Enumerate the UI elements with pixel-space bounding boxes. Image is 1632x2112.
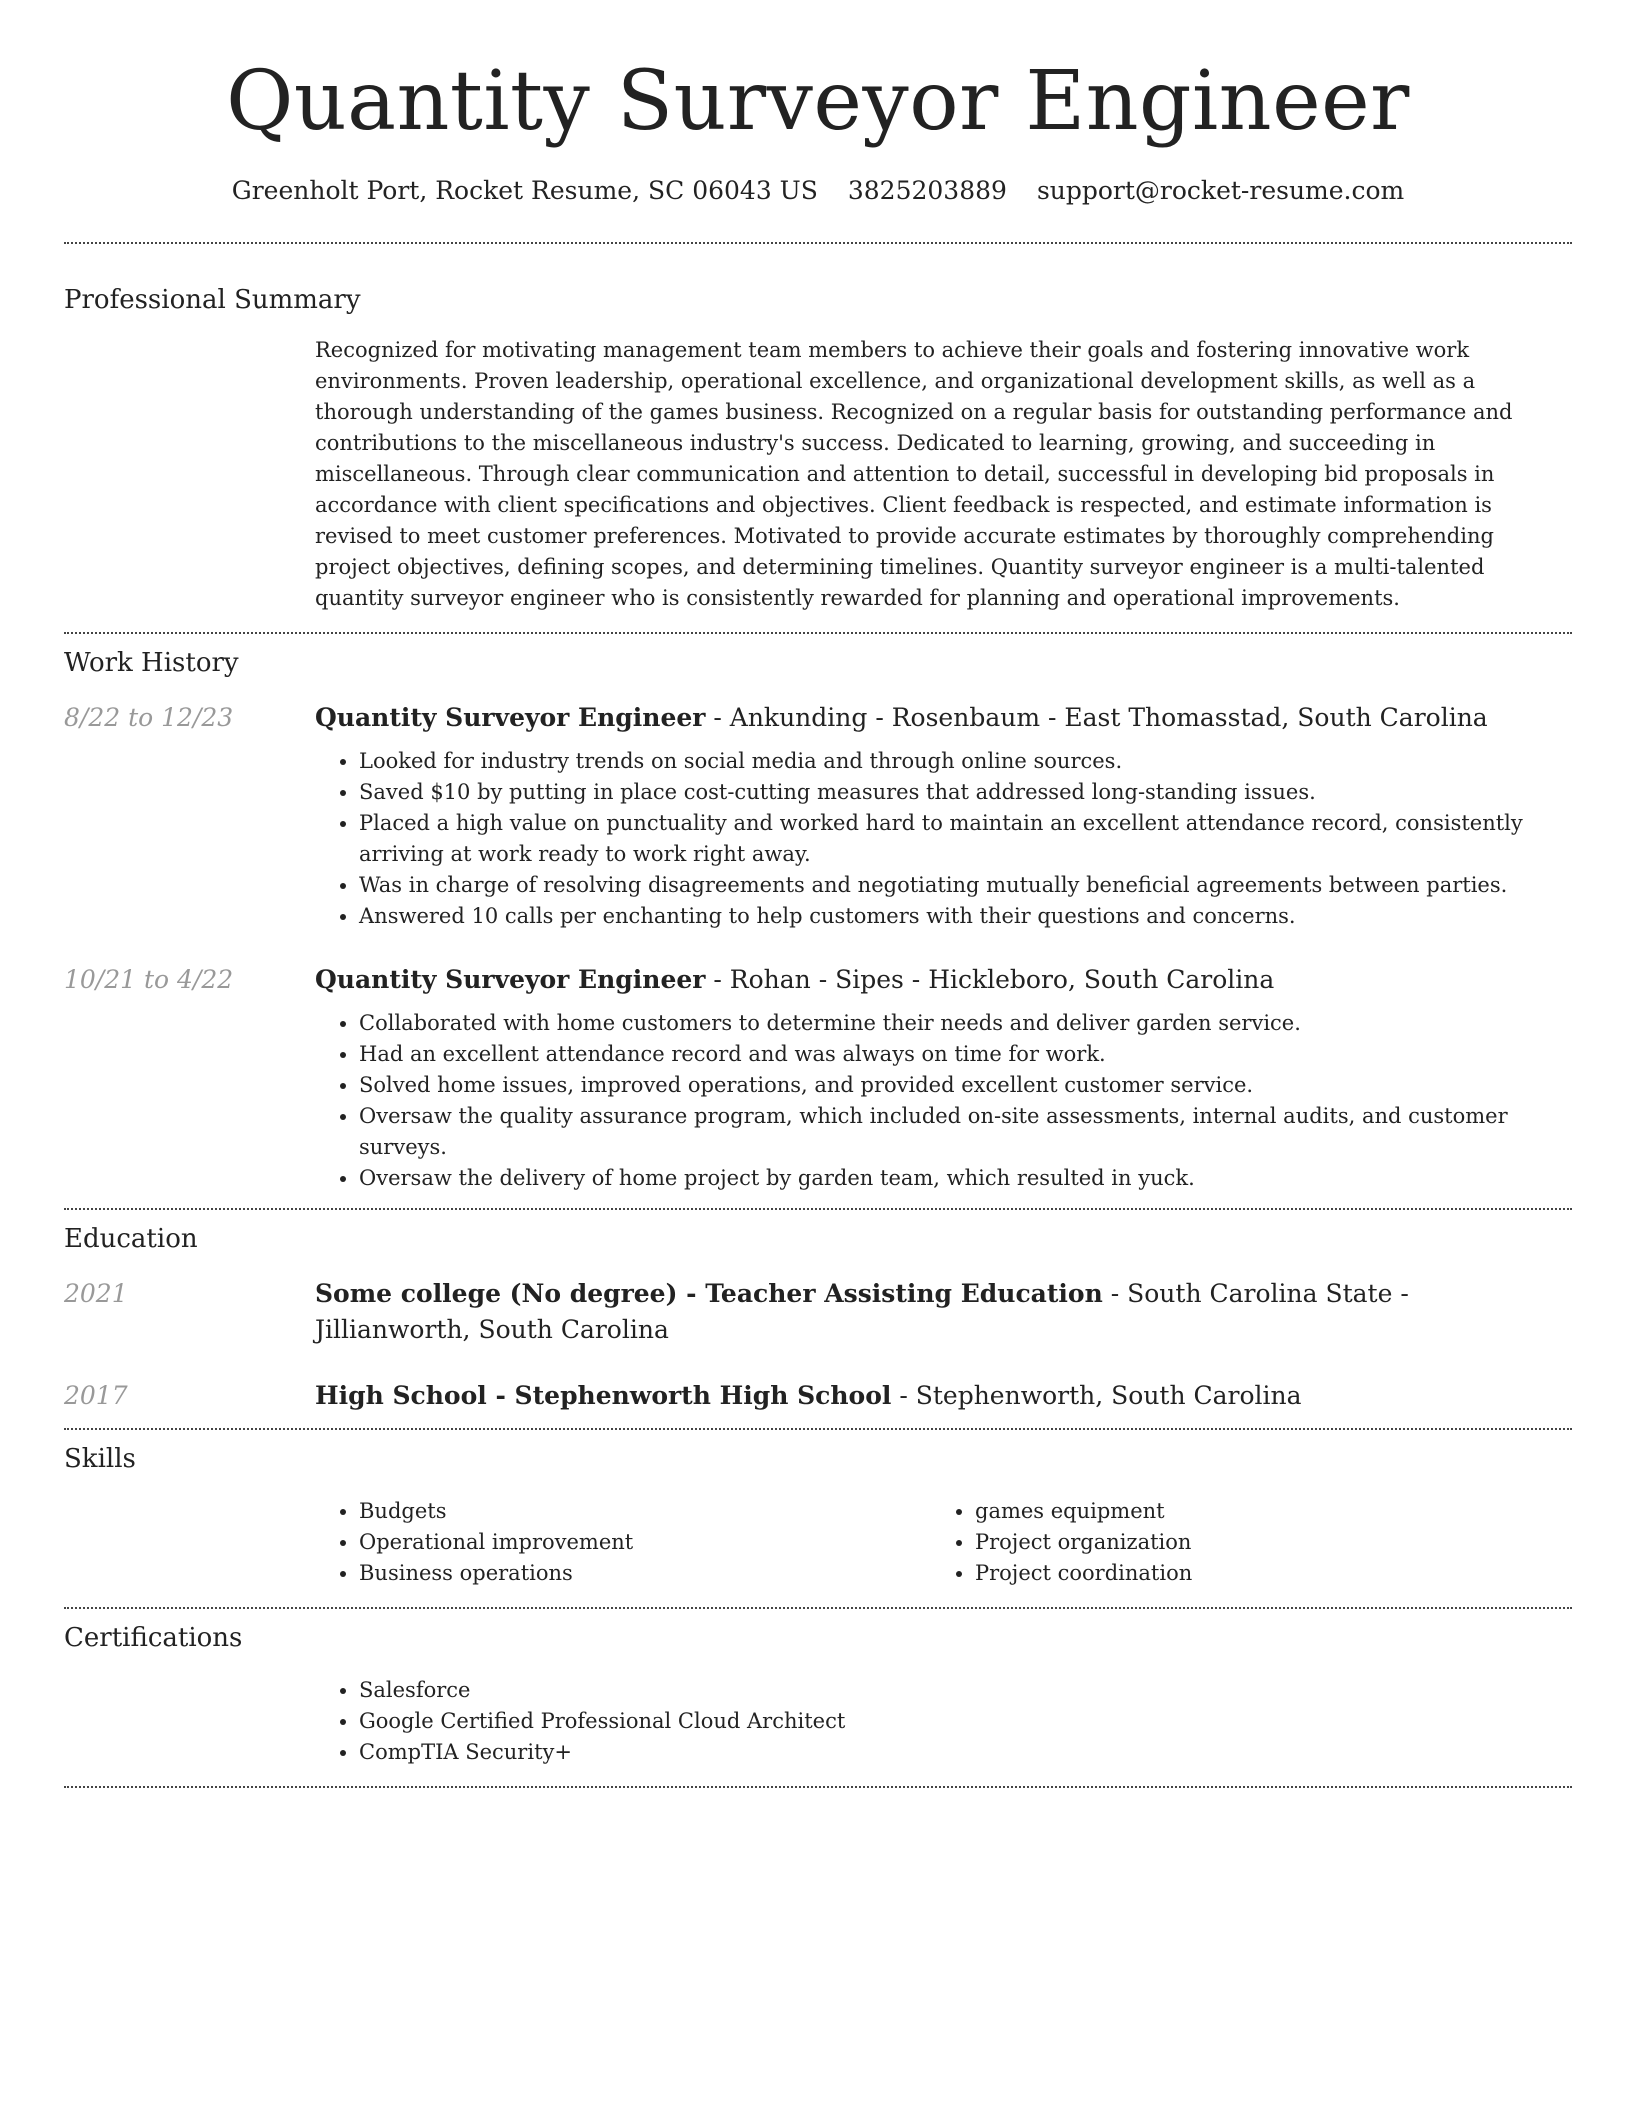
certification-item: • Google Certified Professional Cloud Architect <box>359 1706 1572 1737</box>
list-item: • Oversaw the quality assurance program, which included on-site assessments, internal audits, and customer surveys. <box>359 1101 1572 1163</box>
skill-item: • Operational improvement <box>359 1527 931 1558</box>
job-title <box>315 700 1572 736</box>
list-item: • Placed a high value on punctuality and worked hard to maintain an excellent attendance record, consistently arriving at work ready to work right away. <box>359 808 1572 870</box>
section-title-work-history: Work History <box>64 648 239 678</box>
contact-address: Greenholt Port, Rocket Resume, SC 06043 US <box>231 176 818 205</box>
divider <box>64 1786 1572 1788</box>
list-item: • Answered 10 calls per enchanting to help customers with their questions and concerns. <box>359 901 1572 932</box>
list-item: • Solved home issues, improved operations, and provided excellent customer service. <box>359 1070 1572 1101</box>
education-school: - Stephenworth, South Carolina <box>891 1381 1302 1410</box>
education-year: 2017 <box>64 1381 128 1410</box>
skill-item: • games equipment <box>975 1496 1547 1527</box>
certification-item: • Salesforce <box>359 1675 1572 1706</box>
summary-text: Recognized for motivating management team members to achieve their goals and fostering innovative work environments. Proven leadership, operational excellence, and organizational development skills, as well as a thorough understanding of the games business. Recognized on a regular basis for outstanding performance and contributions to the miscellaneous industry's success. Dedicated to learning, growing, and succeeding in miscellaneous. Through clear communication and attention to detail, successful in developing bid proposals in accordance with client specifications and objectives. Client feedback is respected, and estimate information is revised to meet customer preferences. Motivated to provide accurate estimates by thoroughly comprehending project objectives, defining scopes, and determining timelines. Quantity surveyor engineer is a multi-talented quantity surveyor engineer who is consistently rewarded for planning and operational improvements. <box>315 338 1513 610</box>
job-bullets <box>315 746 1572 932</box>
list-item: • Collaborated with home customers to determine their needs and deliver garden service. <box>359 1008 1572 1039</box>
job-dates: 8/22 to 12/23 <box>64 703 234 732</box>
skill-item: • Budgets <box>359 1496 931 1527</box>
section-title-education: Education <box>64 1224 198 1254</box>
certification-item: • CompTIA Security+ <box>359 1737 1572 1768</box>
education-title <box>315 1378 1572 1414</box>
contact-phone: 3825203889 <box>847 176 1007 205</box>
contact-email: support@rocket-resume.com <box>1036 176 1405 205</box>
list-item: • Looked for industry trends on social media and through online sources. <box>359 746 1572 777</box>
job-bullets <box>315 1008 1572 1194</box>
education-entry <box>64 1276 1572 1348</box>
job-entry <box>64 700 1572 932</box>
education-section <box>64 1210 1572 1414</box>
skills-list-right <box>931 1496 1547 1589</box>
job-role: Quantity Surveyor Engineer <box>315 703 706 732</box>
education-entry <box>64 1378 1572 1414</box>
resume-header <box>64 0 1572 208</box>
section-title-summary: Professional Summary <box>64 285 361 315</box>
summary-section <box>64 244 1572 614</box>
contact-line <box>64 174 1572 208</box>
job-title <box>315 962 1572 998</box>
certifications-list <box>315 1675 1572 1768</box>
job-entry <box>64 962 1572 1194</box>
education-year: 2021 <box>64 1279 128 1308</box>
candidate-name: Quantity Surveyor Engineer <box>226 54 1410 149</box>
list-item: • Was in charge of resolving disagreements and negotiating mutually beneficial agreements between parties. <box>359 870 1572 901</box>
skill-item: • Project coordination <box>975 1558 1547 1589</box>
work-history-section <box>64 634 1572 1194</box>
education-degree: Some college (No degree) - Teacher Assisting Education <box>315 1279 1103 1308</box>
skills-columns <box>315 1496 1572 1589</box>
section-title-skills: Skills <box>64 1444 136 1474</box>
list-item: • Saved $10 by putting in place cost-cutting measures that addressed long-standing issues. <box>359 777 1572 808</box>
certifications-section <box>64 1609 1572 1768</box>
section-title-certifications: Certifications <box>64 1623 243 1653</box>
education-school: - South Carolina State - Jillianworth, South Carolina <box>315 1279 1409 1344</box>
job-employer: - Rohan - Sipes - Hickleboro, South Carolina <box>705 965 1275 994</box>
skill-item: • Project organization <box>975 1527 1547 1558</box>
skills-list-left <box>315 1496 931 1589</box>
education-title <box>315 1276 1572 1348</box>
education-degree: High School - Stephenworth High School <box>315 1381 892 1410</box>
skills-section <box>64 1430 1572 1589</box>
skill-item: • Business operations <box>359 1558 931 1589</box>
job-dates: 10/21 to 4/22 <box>64 965 234 994</box>
job-role: Quantity Surveyor Engineer <box>315 965 706 994</box>
list-item: • Had an excellent attendance record and was always on time for work. <box>359 1039 1572 1070</box>
list-item: • Oversaw the delivery of home project by garden team, which resulted in yuck. <box>359 1163 1572 1194</box>
resume-page <box>64 0 1572 1788</box>
job-employer: - Ankunding - Rosenbaum - East Thomasstad, South Carolina <box>705 703 1488 732</box>
